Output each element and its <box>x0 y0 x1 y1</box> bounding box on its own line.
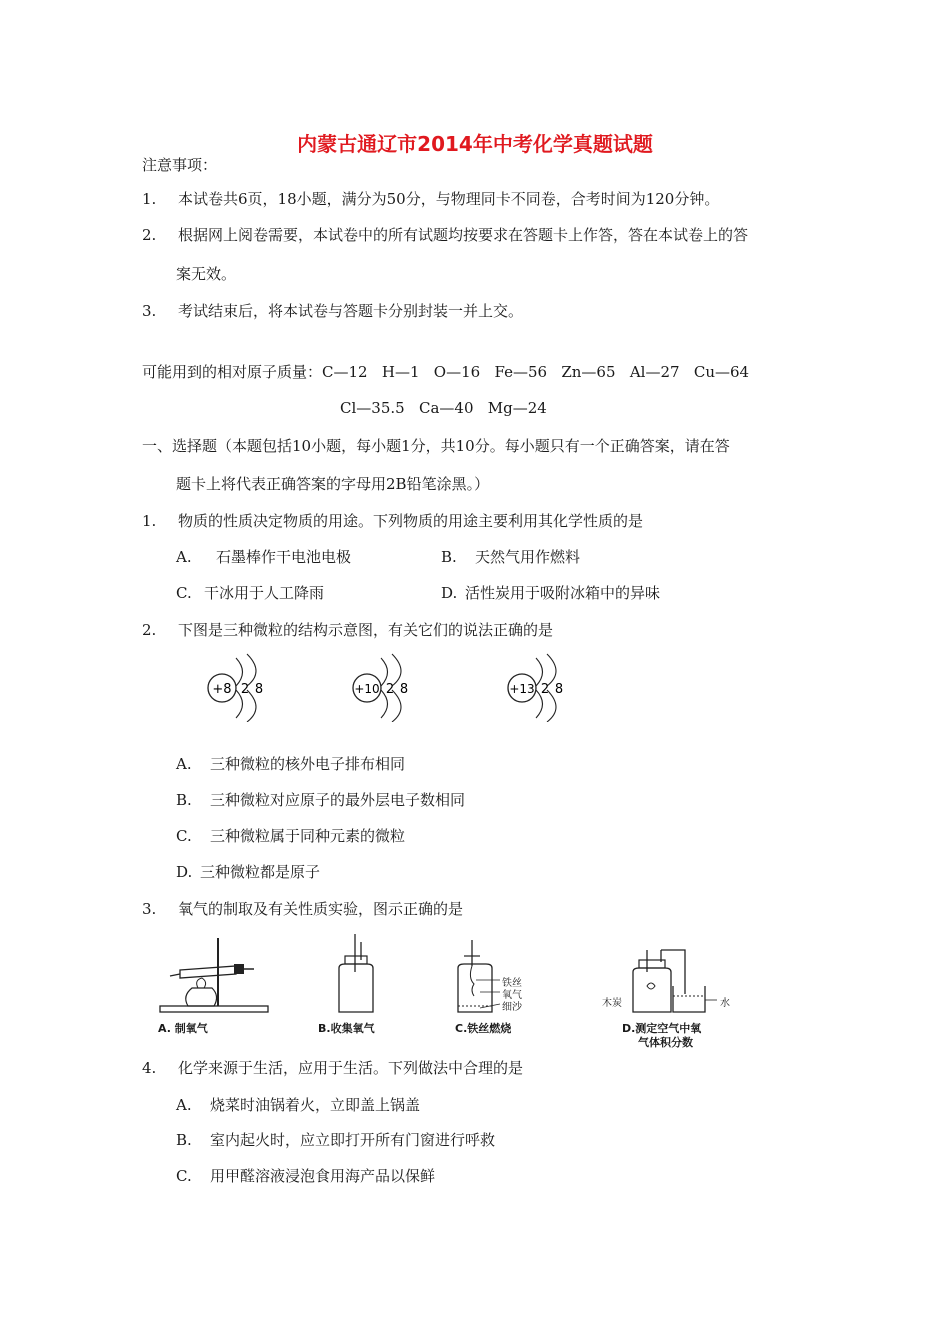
shell-electrons-2: 8 <box>554 682 564 697</box>
option-label: C. <box>176 584 192 602</box>
question-1 <box>142 511 643 531</box>
apparatus-d-caption-continued: 气体积分数 <box>638 1036 693 1049</box>
q2-option-a <box>176 754 405 774</box>
notice-item-1 <box>142 189 719 209</box>
question-number: 1. <box>142 512 157 530</box>
section1-instructions-continued: 题卡上将代表正确答案的字母用2B铅笔涂黑。） <box>176 475 490 493</box>
notice-item-text: 根据网上阅卷需要，本试卷中的所有试题均按要求在答题卡上作答，答在本试卷上的答 <box>178 226 749 244</box>
notice-item-number: 1. <box>142 190 157 208</box>
shell-electrons-2: 8 <box>254 682 264 697</box>
q1-option-d <box>441 583 660 603</box>
question-number: 4. <box>142 1059 157 1077</box>
apparatus-c-caption: C.铁丝燃烧 <box>455 1022 512 1035</box>
option-label: C. <box>176 1167 192 1185</box>
atomic-masses-line1: 可能用到的相对原子质量：C—12 H—1 O—16 Fe—56 Zn—65 Al—27 Cu—64 <box>142 363 750 381</box>
notice-item-2-continued: 案无效。 <box>176 265 237 283</box>
nucleus-charge: +10 <box>354 682 380 696</box>
option-label: A. <box>176 1096 192 1114</box>
question-3 <box>142 899 463 919</box>
question-2 <box>142 620 553 640</box>
option-text: 三种微粒的核外电子排布相同 <box>210 755 406 773</box>
particle-diagram-2 <box>353 654 408 722</box>
apparatus-b-caption: B.收集氧气 <box>318 1022 375 1035</box>
option-label: D. <box>176 863 193 881</box>
option-label: D. <box>441 584 458 602</box>
option-text: 室内起火时，应立即打开所有门窗进行呼救 <box>210 1131 496 1149</box>
q1-option-c <box>176 583 324 603</box>
option-label: A. <box>176 755 192 773</box>
q2-option-d <box>176 862 320 882</box>
question-number: 2. <box>142 621 157 639</box>
notice-item-number: 3. <box>142 302 157 320</box>
page-title: 内蒙古通辽市2014年中考化学真题试题 <box>297 132 653 156</box>
option-text: 干冰用于人工降雨 <box>204 584 325 602</box>
shell-electrons-1: 2 <box>240 682 250 697</box>
notice-item-2 <box>142 225 748 245</box>
q4-option-c <box>176 1166 435 1186</box>
q1-option-b <box>441 547 580 567</box>
question-number: 3. <box>142 900 157 918</box>
apparatus-b-oxygen-collection <box>325 932 385 1016</box>
shell-electrons-1: 2 <box>385 682 395 697</box>
atomic-masses-line2: Cl—35.5 Ca—40 Mg—24 <box>340 399 547 417</box>
option-label: B. <box>176 791 192 809</box>
label-charcoal: 木炭 <box>602 998 622 1009</box>
question-stem: 物质的性质决定物质的用途。下列物质的用途主要利用其化学性质的是 <box>178 512 644 530</box>
particle-diagram-1 <box>208 654 263 722</box>
nucleus-charge: +8 <box>212 682 232 697</box>
apparatus-d-caption: D.测定空气中氧 <box>622 1022 702 1035</box>
q4-option-b <box>176 1130 495 1150</box>
apparatus-a-caption: A. 制氧气 <box>158 1022 208 1035</box>
notice-item-text: 本试卷共6页，18小题，满分为50分，与物理同卡不同卷，合考时间为120分钟。 <box>178 190 720 208</box>
label-iron-wire: 铁丝 <box>502 978 522 989</box>
option-text: 天然气用作燃料 <box>475 548 581 566</box>
question-stem: 化学来源于生活，应用于生活。下列做法中合理的是 <box>178 1059 524 1077</box>
apparatus-a-oxygen-production <box>158 932 278 1016</box>
shell-electrons-2: 8 <box>399 682 409 697</box>
q2-option-c <box>176 826 405 846</box>
question-4 <box>142 1058 523 1078</box>
option-text: 石墨棒作干电池电极 <box>216 548 352 566</box>
notice-item-text: 考试结束后，将本试卷与答题卡分别封装一并上交。 <box>178 302 524 320</box>
label-oxygen: 氧气 <box>502 990 522 1001</box>
option-text: 三种微粒对应原子的最外层电子数相同 <box>210 791 466 809</box>
label-water: 水 <box>720 998 730 1009</box>
q1-option-a <box>176 547 351 567</box>
label-fine-sand: 细沙 <box>502 1002 522 1013</box>
apparatus-c-iron-wire-combustion <box>450 932 540 1016</box>
option-text: 用甲醛溶液浸泡食用海产品以保鲜 <box>210 1167 436 1185</box>
shell-electrons-1: 2 <box>540 682 550 697</box>
option-label: A. <box>176 548 192 566</box>
option-text: 三种微粒属于同种元素的微粒 <box>210 827 406 845</box>
section1-instructions: 一、选择题（本题包括10小题，每小题1分，共10分。每小题只有一个正确答案，请在答 <box>142 437 730 455</box>
particle-structure-diagrams <box>195 652 635 722</box>
notice-heading: 注意事项： <box>142 156 218 174</box>
option-label: C. <box>176 827 192 845</box>
nucleus-charge: +13 <box>509 682 535 696</box>
option-text: 活性炭用于吸附冰箱中的异味 <box>465 584 661 602</box>
notice-item-number: 2. <box>142 226 157 244</box>
q4-option-a <box>176 1095 420 1115</box>
option-label: B. <box>176 1131 192 1149</box>
q2-option-b <box>176 790 465 810</box>
question-stem: 下图是三种微粒的结构示意图，有关它们的说法正确的是 <box>178 621 554 639</box>
question-stem: 氧气的制取及有关性质实验，图示正确的是 <box>178 900 464 918</box>
option-label: B. <box>441 548 457 566</box>
option-text: 烧菜时油锅着火，立即盖上锅盖 <box>210 1096 421 1114</box>
particle-diagram-3 <box>508 654 563 722</box>
apparatus-d-air-oxygen-measurement <box>625 932 735 1016</box>
notice-item-3 <box>142 301 523 321</box>
option-text: 三种微粒都是原子 <box>200 863 321 881</box>
